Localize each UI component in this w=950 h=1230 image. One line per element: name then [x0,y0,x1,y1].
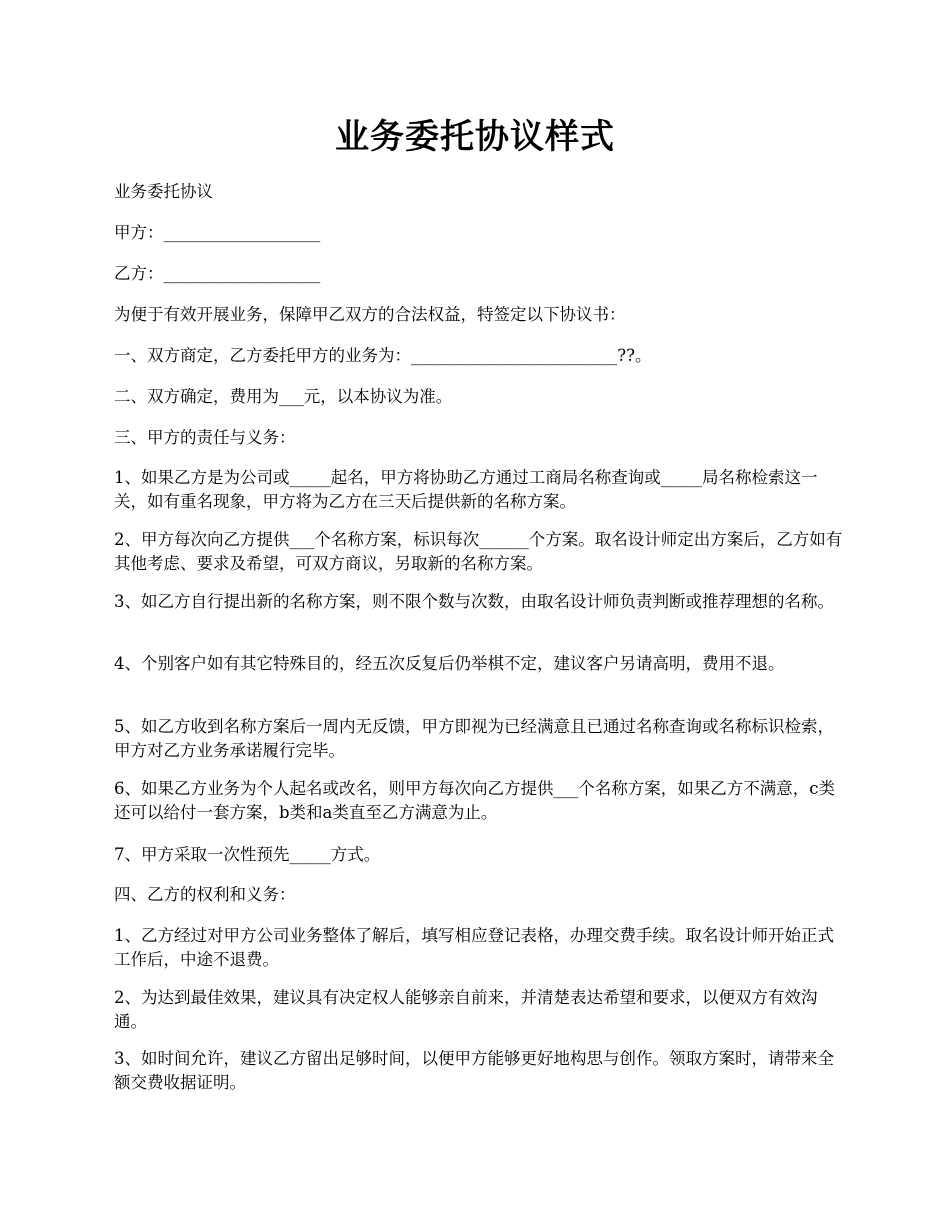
party-a-duty-3: 3、如乙方自行提出新的名称方案，则不限个数与次数，由取名设计师负责判断或推荐理想的名称。 [114,592,834,611]
agreement-subtitle: 业务委托协议 [114,182,213,201]
party-b-item-1: 1、乙方经过对甲方公司业务整体了解后，填写相应登记表格，办理交费手续。取名设计师开始正式工作后，中途不退费。 [114,926,834,969]
party-a-duty-1: 1、如果乙方是为公司或_____起名，甲方将协助乙方通过工商局名称查询或_____局名称检索这一关，如有重名现象，甲方将为乙方在三天后提供新的名称方案。 [114,468,818,511]
section-heading-party-b-rights: 四、乙方的权利和义务： [114,885,296,904]
party-b-item-2: 2、为达到最佳效果，建议具有决定权人能够亲自前来，并清楚表达希望和要求，以便双方有效沟通。 [114,988,818,1031]
party-a-duty-2: 2、甲方每次向乙方提供___个名称方案，标识每次______个方案。取名设计师定出方案后，乙方如有其他考虑、要求及希望，可双方商议，另取新的名称方案。 [114,530,843,573]
party-a-line: 甲方：___________________ [114,223,321,242]
preamble-paragraph: 为便于有效开展业务，保障甲乙双方的合法权益，特签定以下协议书： [114,305,626,324]
party-a-duty-4: 4、个别客户如有其它特殊目的，经五次反复后仍举棋不定，建议客户另请高明，费用不退。 [114,654,785,673]
party-a-duty-7: 7、甲方采取一次性预先_____方式。 [114,845,381,864]
document-title: 业务委托协议样式 [335,117,615,157]
section-heading-party-a-duties: 三、甲方的责任与义务： [114,428,296,447]
clause-1: 一、双方商定，乙方委托甲方的业务为：_________________________??。 [114,346,652,365]
party-a-duty-5: 5、如乙方收到名称方案后一周内无反馈，甲方即视为已经满意且已通过名称查询或名称标识检索，甲方对乙方业务承诺履行完毕。 [114,717,834,760]
party-b-item-3: 3、如时间允许，建议乙方留出足够时间，以便甲方能够更好地构思与创作。领取方案时，请带来全额交费收据证明。 [114,1049,834,1092]
party-b-line: 乙方：___________________ [114,264,321,283]
party-a-duty-6: 6、如果乙方业务为个人起名或改名，则甲方每次向乙方提供___个名称方案，如果乙方不满意，c类还可以给付一套方案，b类和a类直至乙方满意为止。 [114,779,835,822]
clause-2: 二、双方确定，费用为___元，以本协议为准。 [114,387,453,406]
